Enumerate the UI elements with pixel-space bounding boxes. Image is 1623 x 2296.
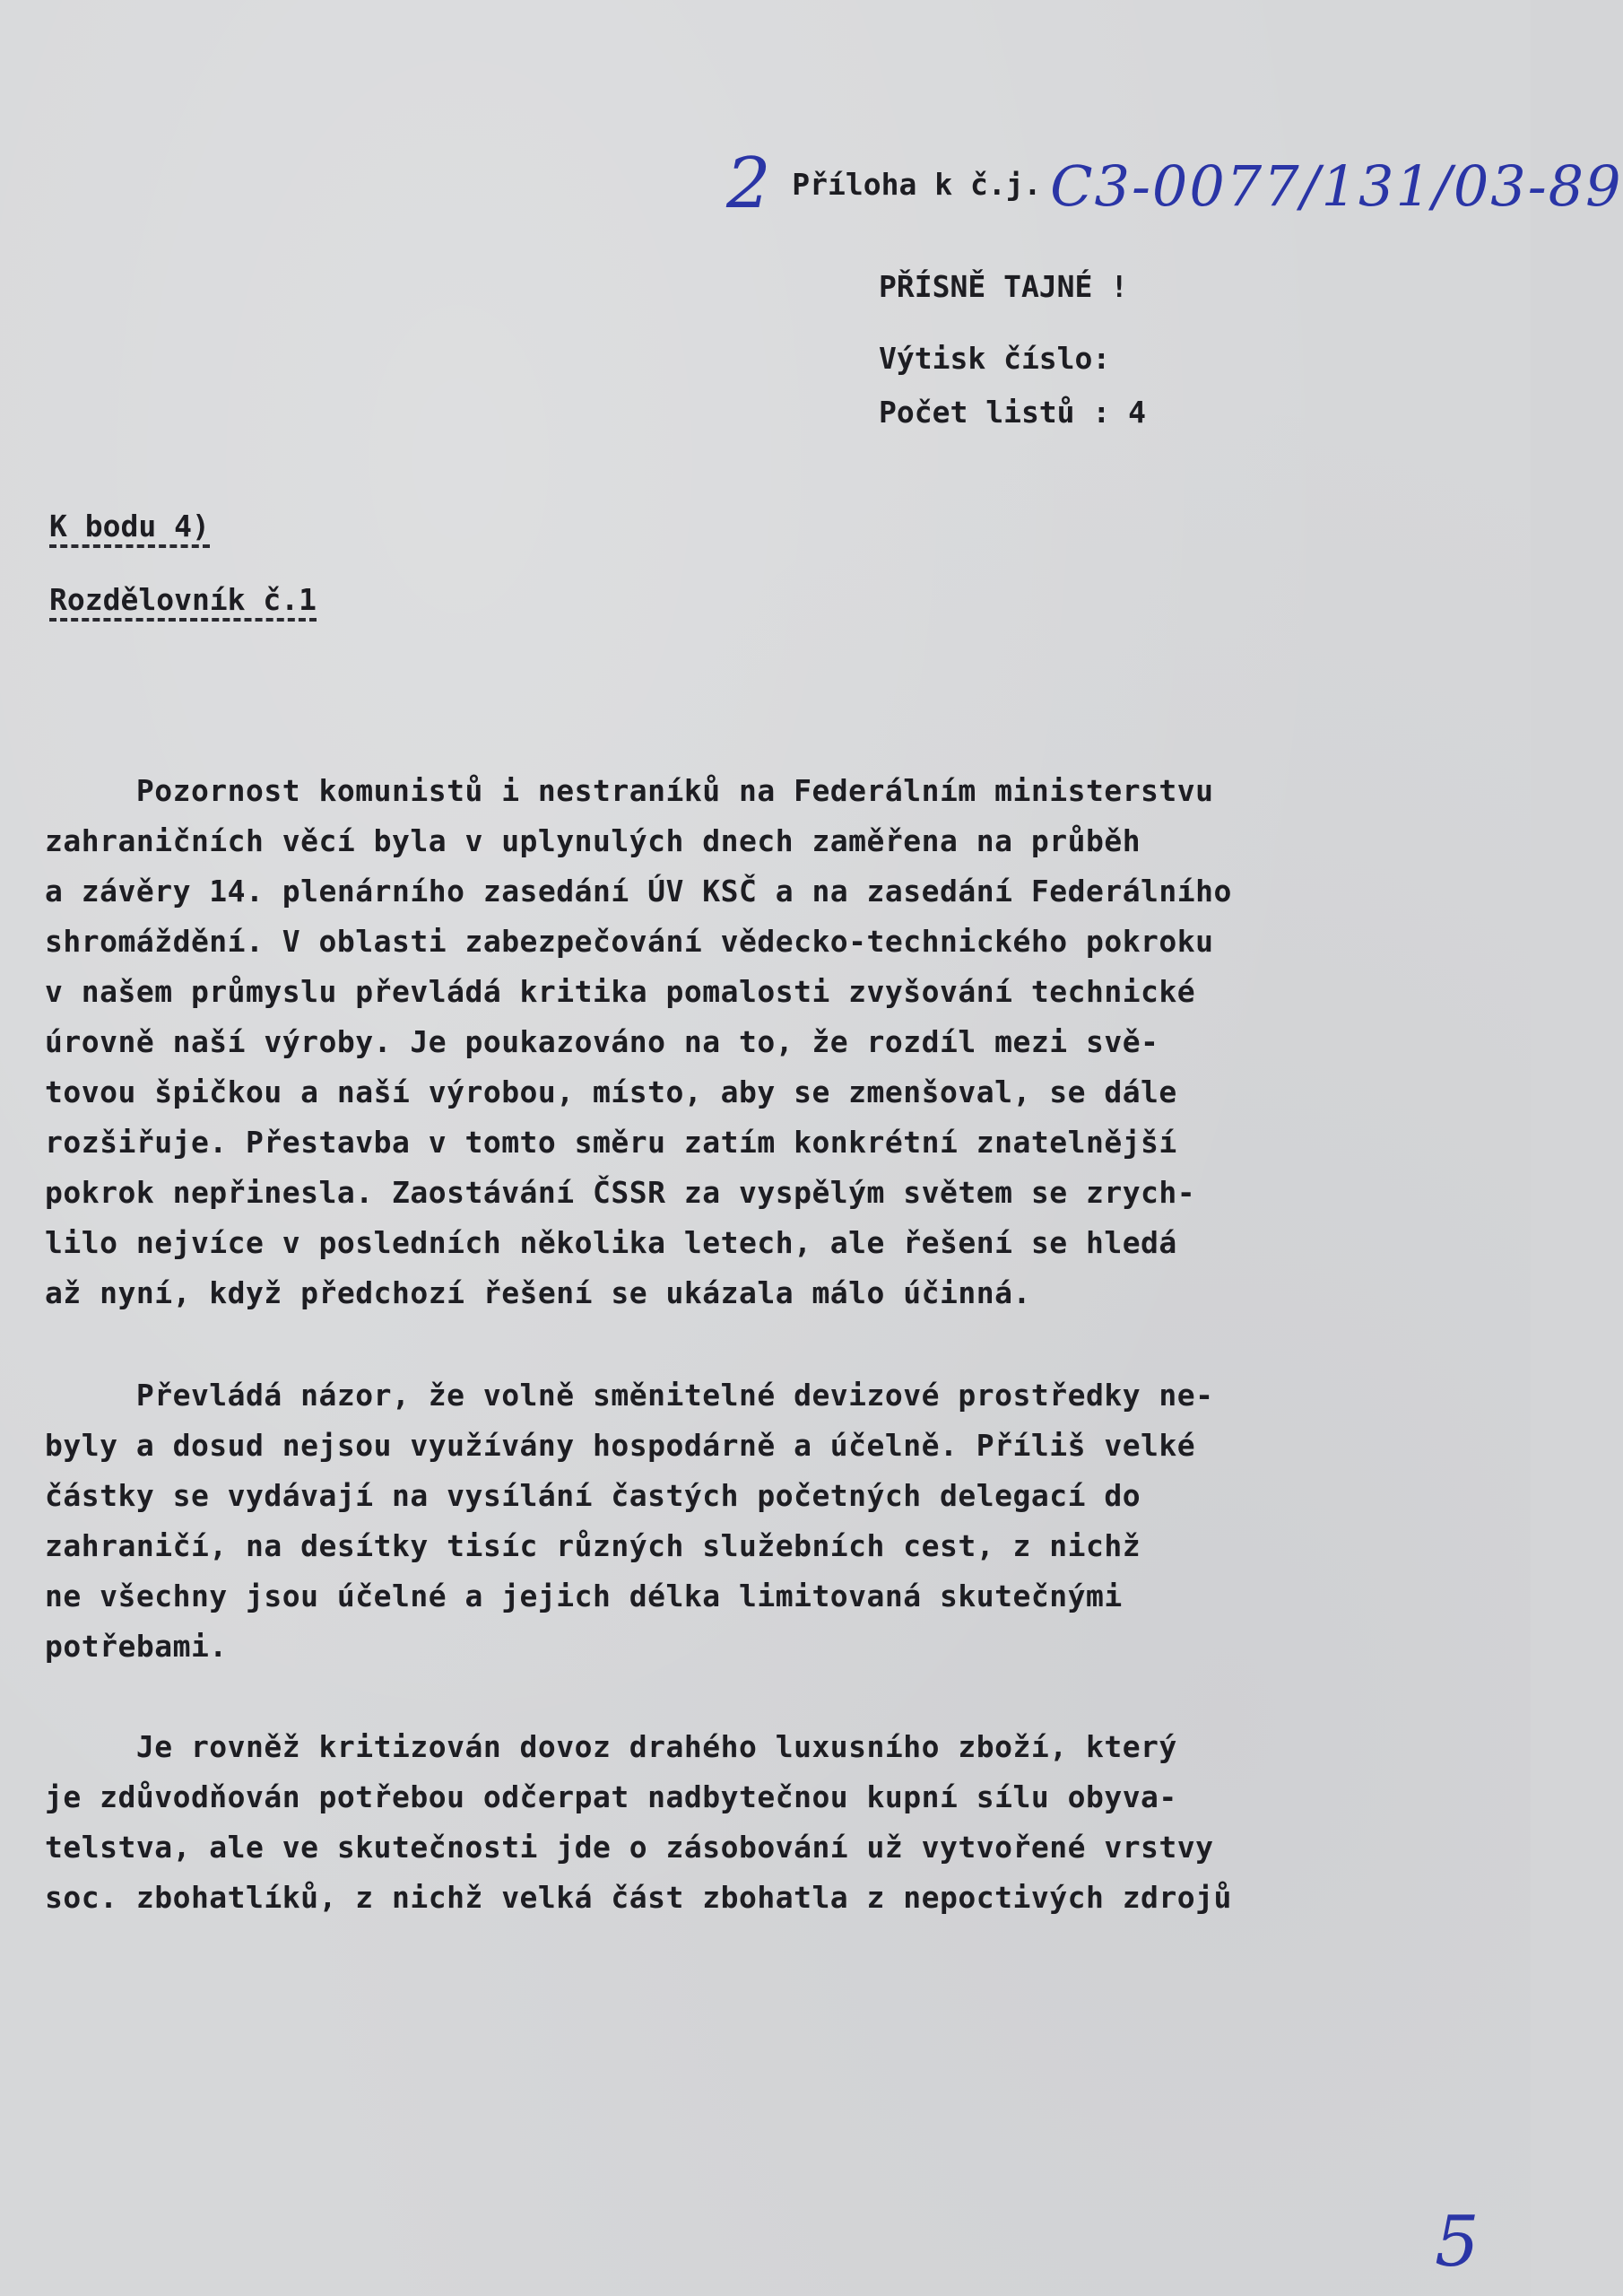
paragraph-3-line: Je rovněž kritizován dovoz drahého luxusního zboží, který — [45, 1729, 1177, 1764]
paragraph-2-line: potřebami. — [45, 1629, 228, 1664]
paragraph-1-line: rozšiřuje. Přestavba v tomto směru zatím konkrétní znatelnější — [45, 1125, 1177, 1160]
paragraph-1-line: až nyní, když předchozí řešení se ukázala málo účinná. — [45, 1275, 1031, 1310]
paragraph-1-line: zahraničních věcí byla v uplynulých dnech zaměřena na průběh — [45, 823, 1141, 858]
paragraph-1-line: a závěry 14. plenárního zasedání ÚV KSČ a na zasedání Federálního — [45, 874, 1232, 909]
paragraph-1-line: shromáždění. V oblasti zabezpečování vědecko-technického pokroku — [45, 924, 1214, 959]
paragraph-1-line: úrovně naší výroby. Je poukazováno na to, že rozdíl mezi svě- — [45, 1024, 1159, 1059]
paragraph-1-line: v našem průmyslu převládá kritika pomalosti zvyšování technické — [45, 974, 1196, 1009]
paragraph-2-line: částky se vydávají na vysílání častých početných delegací do — [45, 1478, 1141, 1513]
paragraph-2-line: byly a dosud nejsou využívány hospodárně a účelně. Příliš velké — [45, 1428, 1196, 1463]
handwritten-copy-number: 2 — [726, 144, 771, 224]
paragraph-1-line: tovou špičkou a naší výrobou, místo, aby se zmenšoval, se dále — [45, 1074, 1177, 1109]
paragraph-2-line: ne všechny jsou účelné a jejich délka limitovaná skutečnými — [45, 1578, 1123, 1613]
sheet-count-label: Počet listů : 4 — [879, 395, 1147, 430]
paragraph-2-line: Převládá názor, že volně směnitelné devizové prostředky ne- — [45, 1378, 1214, 1413]
classification-label: PŘÍSNĚ TAJNÉ ! — [879, 269, 1129, 304]
paragraph-1-line: Pozornost komunistů i nestraníků na Federálním ministerstvu — [45, 773, 1214, 808]
paragraph-3-line: je zdůvodňován potřebou odčerpat nadbytečnou kupní sílu obyva- — [45, 1779, 1177, 1814]
handwritten-reference-number: C3-0077/131/03-89 — [1050, 153, 1623, 219]
copy-number-label: Výtisk číslo: — [879, 341, 1111, 376]
paragraph-1-line: lilo nejvíce v posledních několika letech, ale řešení se hledá — [45, 1225, 1177, 1260]
paragraph-3-line: soc. zbohatlíků, z nichž velká část zbohatla z nepoctivých zdrojů — [45, 1880, 1232, 1915]
attachment-label: Příloha k č.j. — [792, 167, 1042, 202]
paragraph-3-line: telstva, ale ve skutečnosti jde o zásobování už vytvořené vrstvy — [45, 1830, 1214, 1865]
handwritten-page-number: 5 — [1435, 2202, 1480, 2283]
agenda-item-heading: K bodu 4) — [49, 509, 210, 548]
attachment-reference — [726, 144, 1623, 224]
distribution-list-heading: Rozdělovník č.1 — [49, 583, 317, 622]
paragraph-1-line: pokrok nepřinesla. Zaostávání ČSSR za vyspělým světem se zrych- — [45, 1175, 1196, 1210]
paragraph-2-line: zahraničí, na desítky tisíc různých služebních cest, z nichž — [45, 1528, 1141, 1563]
